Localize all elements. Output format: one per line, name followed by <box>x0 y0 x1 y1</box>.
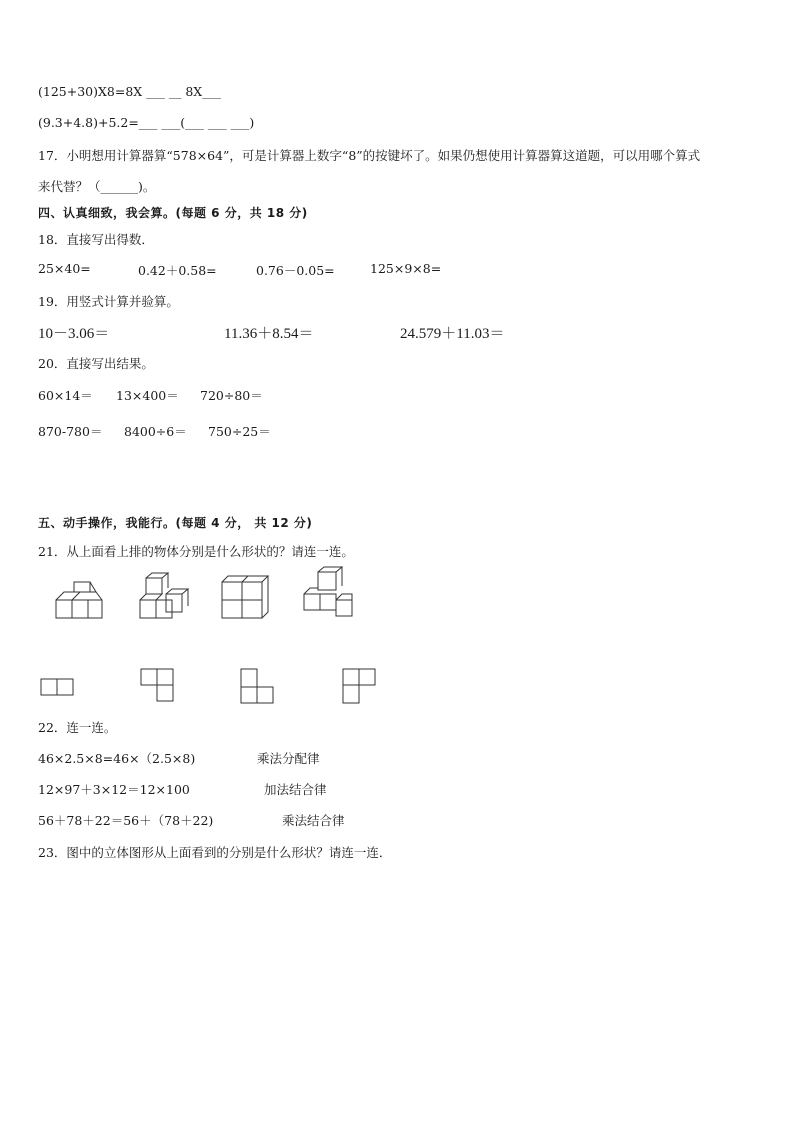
q21-solid-1 <box>50 580 110 625</box>
q20-row1-item-2: 13×400＝ <box>116 388 179 403</box>
q22-left-3: 56＋78＋22＝56＋（78＋22) <box>38 813 214 828</box>
q20-row2-item-2: 8400÷6＝ <box>124 424 187 439</box>
q20-row1-item-1: 60×14＝ <box>38 388 93 403</box>
q20-row2-item-1: 870-780＝ <box>38 424 103 439</box>
q21-topview-1 <box>40 678 80 698</box>
section5-title: 五、动手操作，我能行。(每题 4 分， 共 12 分) <box>38 516 313 530</box>
q18-item-2: 0.42＋0.58= <box>138 263 217 278</box>
q17-text-line1: 17．小明想用计算器算“578×64”，可是计算器上数字“8”的按键坏了。如果仍想使用计算器算这道题，可以用哪个算式 <box>38 148 701 163</box>
q19-title: 19．用竖式计算并验算。 <box>38 294 179 309</box>
q21-solid-2 <box>136 572 190 624</box>
q18-item-1: 25×40= <box>38 261 91 276</box>
q16-line1: (125+30)X8=8X ___ __ 8X___ <box>38 84 221 99</box>
q21-topview-2 <box>140 668 180 708</box>
q22-left-1: 46×2.5×8=46×（2.5×8) <box>38 751 196 766</box>
q22-right-3: 乘法结合律 <box>282 813 345 828</box>
q16-line2: (9.3+4.8)+5.2=___ ___(___ ___ ___) <box>38 115 255 130</box>
q23-title: 23．图中的立体图形从上面看到的分别是什么形状？请连一连． <box>38 845 392 860</box>
q19-item-3: 24.579＋11.03＝ <box>400 326 505 342</box>
q21-title: 21．从上面看上排的物体分别是什么形状的？请连一连。 <box>38 544 354 559</box>
q20-row1-item-3: 720÷80＝ <box>200 388 263 403</box>
q18-title: 18．直接写出得数． <box>38 232 154 247</box>
q17-text-line2: 来代替？（______)。 <box>38 179 156 194</box>
q20-row2-item-3: 750÷25＝ <box>208 424 271 439</box>
q22-left-2: 12×97＋3×12＝12×100 <box>38 782 190 797</box>
q22-right-2: 加法结合律 <box>264 782 327 797</box>
q21-solid-3 <box>220 574 270 622</box>
q19-item-1: 10－3.06＝ <box>38 326 110 342</box>
q21-solid-4 <box>300 566 356 622</box>
q18-item-3: 0.76－0.05= <box>256 263 335 278</box>
q22-right-1: 乘法分配律 <box>257 751 320 766</box>
q19-item-2: 11.36＋8.54＝ <box>224 326 314 342</box>
q22-title: 22．连一连。 <box>38 720 117 735</box>
q20-title: 20．直接写出结果。 <box>38 356 154 371</box>
q18-item-4: 125×9×8= <box>370 261 442 276</box>
section4-title: 四、认真细致，我会算。(每题 6 分，共 18 分) <box>38 206 308 220</box>
q21-topview-3 <box>240 668 280 708</box>
q21-topview-4 <box>342 668 382 708</box>
